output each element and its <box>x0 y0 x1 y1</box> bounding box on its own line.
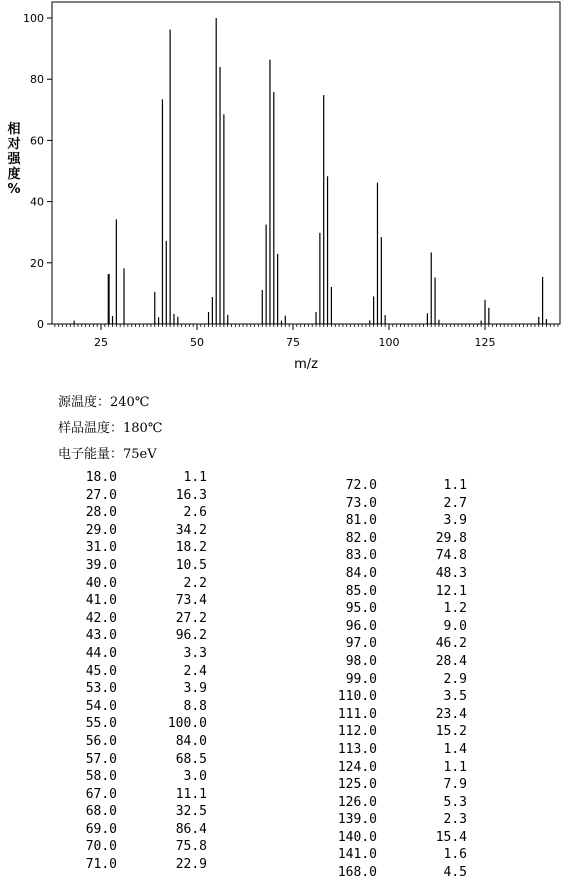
peak-row <box>77 663 207 681</box>
peak-row <box>77 821 207 839</box>
intensity-value: 46.2 <box>435 636 467 652</box>
peak-row <box>337 829 467 847</box>
intensity-value: 74.8 <box>435 548 467 564</box>
mz-value: 27.0 <box>85 487 117 503</box>
mz-value: 168.0 <box>337 865 377 881</box>
intensity-value: 2.3 <box>443 812 467 828</box>
peak-row <box>337 653 467 671</box>
x-tick-label: 25 <box>94 336 108 349</box>
mz-value: 70.0 <box>85 839 117 855</box>
peak-row <box>337 864 467 882</box>
peak-row <box>337 794 467 812</box>
intensity-value: 7.9 <box>443 777 467 793</box>
intensity-value: 18.2 <box>175 540 207 556</box>
mz-value: 67.0 <box>85 786 117 802</box>
intensity-value: 3.0 <box>183 769 207 785</box>
intensity-value: 96.2 <box>175 628 207 644</box>
mz-value: 83.0 <box>345 548 377 564</box>
peak-table-left <box>77 469 207 874</box>
mz-value: 110.0 <box>337 689 377 705</box>
mz-value: 29.0 <box>85 522 117 538</box>
mz-value: 139.0 <box>337 812 377 828</box>
x-tick-label: 75 <box>286 336 300 349</box>
mz-value: 73.0 <box>345 495 377 511</box>
y-tick-label: 80 <box>30 73 44 87</box>
mz-value: 141.0 <box>337 847 377 863</box>
intensity-value: 3.9 <box>443 513 467 529</box>
peak-row <box>337 530 467 548</box>
y-tick-label: 20 <box>30 256 44 270</box>
peak-row <box>77 751 207 769</box>
mz-value: 69.0 <box>85 821 117 837</box>
mz-value: 57.0 <box>85 751 117 767</box>
mz-value: 53.0 <box>85 681 117 697</box>
peak-table-right <box>337 477 467 882</box>
intensity-value: 1.6 <box>443 847 467 863</box>
peak-row <box>337 618 467 636</box>
mz-value: 126.0 <box>337 794 377 810</box>
y-tick-label: 100 <box>23 12 44 25</box>
intensity-value: 84.0 <box>175 733 207 749</box>
intensity-value: 16.3 <box>175 487 207 503</box>
y-tick-label: 0 <box>37 318 44 331</box>
peak-row <box>77 856 207 874</box>
intensity-value: 2.6 <box>183 505 207 521</box>
mz-value: 82.0 <box>345 530 377 546</box>
intensity-value: 2.2 <box>183 575 207 591</box>
mz-value: 56.0 <box>85 733 117 749</box>
svg-text:相对强度%: 相对强度% <box>7 122 21 197</box>
mz-value: 58.0 <box>85 769 117 785</box>
peak-row <box>77 715 207 733</box>
mz-value: 95.0 <box>345 601 377 617</box>
mz-value: 113.0 <box>337 741 377 757</box>
peak-row <box>77 838 207 856</box>
peak-row <box>77 627 207 645</box>
mz-value: 98.0 <box>345 653 377 669</box>
intensity-value: 1.1 <box>443 759 467 775</box>
x-tick-label: 50 <box>190 336 204 349</box>
peak-row <box>77 575 207 593</box>
mz-value: 39.0 <box>85 557 117 573</box>
intensity-value: 29.8 <box>435 530 467 546</box>
mz-value: 68.0 <box>85 804 117 820</box>
intensity-value: 73.4 <box>175 593 207 609</box>
intensity-value: 2.7 <box>443 495 467 511</box>
sample-temperature: 样品温度：180℃ <box>58 421 163 436</box>
mz-value: 28.0 <box>85 505 117 521</box>
peak-row <box>337 583 467 601</box>
x-tick-label: 100 <box>378 336 400 349</box>
peak-row <box>337 477 467 495</box>
mz-value: 112.0 <box>337 724 377 740</box>
peak-row <box>77 803 207 821</box>
intensity-value: 3.9 <box>183 681 207 697</box>
intensity-value: 22.9 <box>175 857 207 873</box>
intensity-value: 48.3 <box>435 565 467 581</box>
peak-row <box>337 600 467 618</box>
mz-value: 31.0 <box>85 540 117 556</box>
peak-row <box>337 811 467 829</box>
mz-value: 41.0 <box>85 593 117 609</box>
intensity-value: 27.2 <box>175 610 207 626</box>
mz-value: 124.0 <box>337 759 377 775</box>
mz-value: 96.0 <box>345 618 377 634</box>
x-tick-label: 125 <box>474 336 496 349</box>
mz-value: 125.0 <box>337 777 377 793</box>
x-axis-ticks <box>94 324 570 349</box>
peak-row <box>77 768 207 786</box>
mz-value: 43.0 <box>85 628 117 644</box>
mz-value: 55.0 <box>85 716 117 732</box>
intensity-value: 4.5 <box>443 865 467 881</box>
intensity-value: 32.5 <box>175 804 207 820</box>
mz-value: 72.0 <box>345 478 377 493</box>
mz-value: 97.0 <box>345 636 377 652</box>
intensity-value: 100.0 <box>167 716 207 732</box>
peak-row <box>77 786 207 804</box>
peak-row <box>337 547 467 565</box>
peak-row <box>77 733 207 751</box>
peak-row <box>337 671 467 689</box>
peak-row <box>77 557 207 575</box>
mz-value: 45.0 <box>85 663 117 679</box>
x-axis-label: m/z <box>294 357 318 372</box>
mz-value: 85.0 <box>345 583 377 599</box>
mz-value: 40.0 <box>85 575 117 591</box>
intensity-value: 86.4 <box>175 821 207 837</box>
intensity-value: 3.5 <box>443 689 467 705</box>
peak-row <box>337 495 467 513</box>
mz-value: 42.0 <box>85 610 117 626</box>
intensity-value: 1.4 <box>443 741 467 757</box>
peak-row <box>77 645 207 663</box>
intensity-value: 5.3 <box>443 794 467 810</box>
source-temperature: 源温度：240℃ <box>58 395 150 410</box>
intensity-value: 9.0 <box>443 618 467 634</box>
peak-row <box>337 688 467 706</box>
peak-row <box>77 698 207 716</box>
plot-frame <box>52 2 560 324</box>
intensity-value: 68.5 <box>175 751 207 767</box>
mz-value: 54.0 <box>85 698 117 714</box>
peak-row <box>337 776 467 794</box>
y-tick-label: 60 <box>30 134 44 148</box>
intensity-value: 3.3 <box>183 645 207 661</box>
mz-value: 99.0 <box>345 671 377 687</box>
y-axis-label <box>6 121 21 197</box>
intensity-value: 2.9 <box>443 671 467 687</box>
peak-row <box>77 592 207 610</box>
peak-row <box>77 522 207 540</box>
peak-row <box>77 487 207 505</box>
y-tick-label: 40 <box>30 195 44 209</box>
intensity-value: 15.2 <box>435 724 467 740</box>
intensity-value: 1.1 <box>183 470 207 485</box>
peak-row <box>77 680 207 698</box>
mz-value: 111.0 <box>337 706 377 722</box>
intensity-value: 75.8 <box>175 839 207 855</box>
mz-value: 71.0 <box>85 857 117 873</box>
peak-bars <box>74 18 570 324</box>
electron-energy: 电子能量：75eV <box>58 447 157 462</box>
intensity-value: 12.1 <box>435 583 467 599</box>
intensity-value: 28.4 <box>435 653 467 669</box>
peak-row <box>337 846 467 864</box>
peak-row <box>77 610 207 628</box>
intensity-value: 1.2 <box>443 601 467 617</box>
intensity-value: 8.8 <box>183 698 207 714</box>
intensity-value: 1.1 <box>443 478 467 493</box>
mz-value: 140.0 <box>337 829 377 845</box>
intensity-value: 15.4 <box>435 829 467 845</box>
mz-value: 81.0 <box>345 513 377 529</box>
peak-row <box>77 539 207 557</box>
mz-value: 18.0 <box>85 470 117 485</box>
peak-row <box>337 512 467 530</box>
peak-row <box>337 706 467 724</box>
intensity-value: 34.2 <box>175 522 207 538</box>
y-axis-ticks <box>23 12 52 331</box>
intensity-value: 11.1 <box>175 786 207 802</box>
peak-row <box>77 504 207 522</box>
peak-row <box>337 723 467 741</box>
mass-spectrum-chart <box>0 0 570 380</box>
mz-value: 44.0 <box>85 645 117 661</box>
peak-row <box>77 469 207 487</box>
intensity-value: 23.4 <box>435 706 467 722</box>
peak-row <box>337 565 467 583</box>
peak-row <box>337 635 467 653</box>
mz-value: 84.0 <box>345 565 377 581</box>
peak-row <box>337 741 467 759</box>
peak-row <box>337 759 467 777</box>
intensity-value: 2.4 <box>183 663 207 679</box>
intensity-value: 10.5 <box>175 557 207 573</box>
